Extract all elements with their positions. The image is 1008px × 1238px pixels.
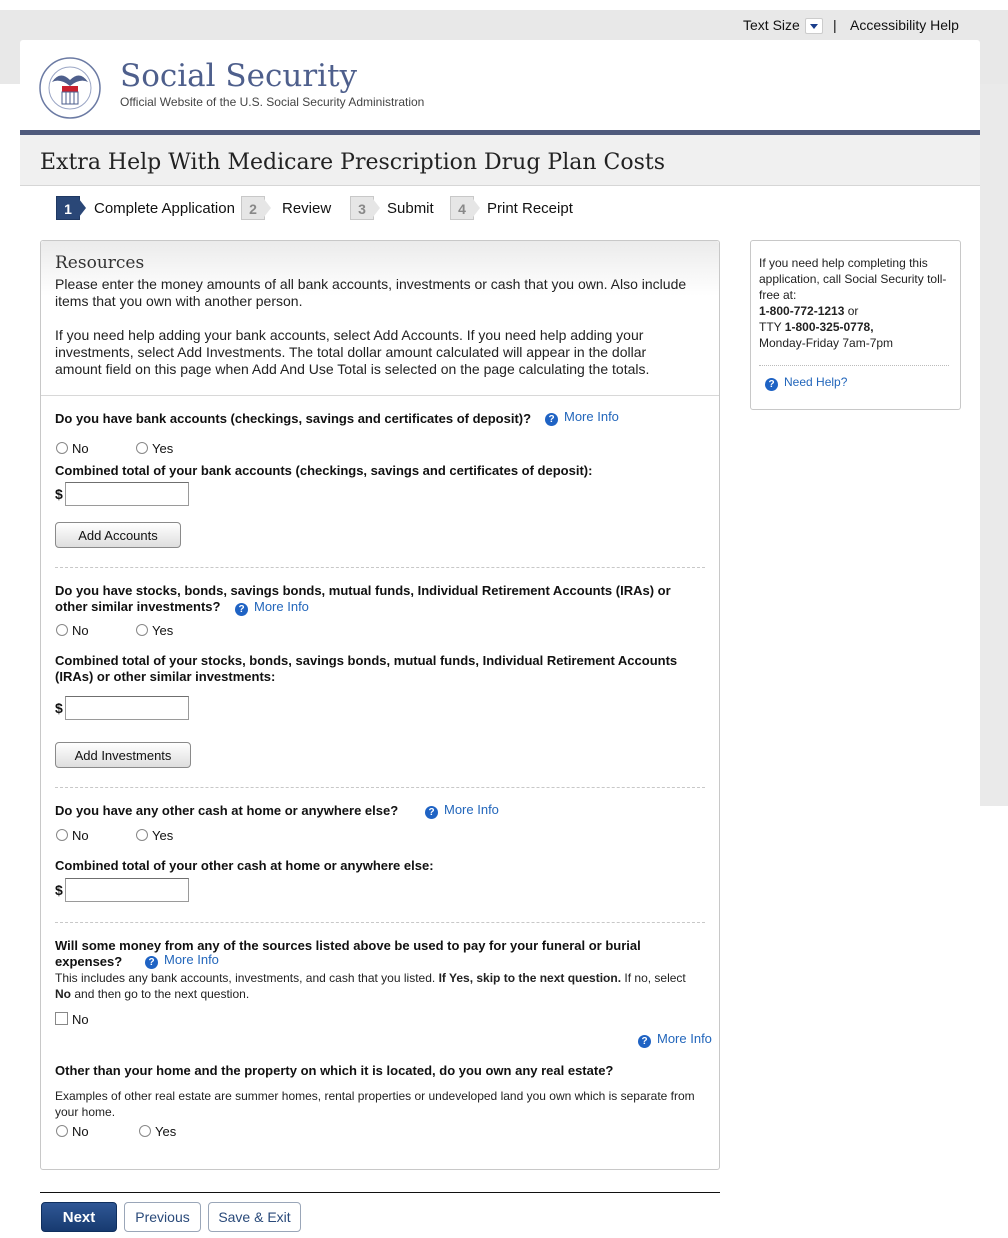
radio-circle[interactable] (56, 829, 68, 841)
ssa-seal-icon[interactable] (38, 56, 102, 120)
help-icon: ? (235, 603, 248, 616)
bank-question: Do you have bank accounts (checkings, savings and certificates of deposit)? (55, 411, 532, 426)
real-estate-yes-radio[interactable] (139, 1124, 176, 1139)
funeral-note-a: This includes any bank accounts, investments, and cash that you listed. (55, 971, 436, 985)
step-1-badge: 1 (56, 196, 80, 220)
more-info-label: More Info (564, 409, 619, 424)
scrollbar-track[interactable] (980, 84, 1008, 806)
sidebar-tty (759, 319, 874, 335)
radio-label: Yes (152, 441, 174, 456)
bank-total-input[interactable] (65, 482, 189, 506)
real-estate-examples: Examples of other real estate are summer homes, rental properties or undeveloped land you own which is separate from your home. (55, 1089, 695, 1119)
funeral-more-info-link[interactable] (145, 952, 219, 969)
bank-total-label: Combined total of your bank accounts (checkings, savings and certificates of deposit): (55, 463, 593, 478)
step-4-badge: 4 (450, 196, 474, 220)
more-info-label: More Info (657, 1031, 712, 1046)
radio-circle[interactable] (56, 442, 68, 454)
resources-title: Resources (55, 253, 145, 273)
funeral-no-checkbox[interactable] (55, 1012, 89, 1027)
need-help-link[interactable] (765, 375, 847, 391)
sidebar-or: or (847, 304, 859, 318)
help-icon: ? (545, 413, 558, 426)
question-divider (55, 567, 705, 568)
sidebar-hours: Monday-Friday 7am-7pm (759, 336, 894, 350)
cash-yes-radio[interactable] (136, 828, 173, 843)
radio-circle[interactable] (139, 1125, 151, 1137)
step-3-badge: 3 (350, 196, 374, 220)
more-info-label: More Info (254, 599, 309, 614)
text-size-link[interactable]: Text Size (743, 17, 800, 33)
chevron-down-icon[interactable] (805, 18, 823, 34)
question-divider (55, 922, 705, 923)
real-estate-question: Other than your home and the property on which it is located, do you own any real estate? (55, 1063, 614, 1078)
radio-label: Yes (152, 623, 174, 638)
radio-circle[interactable] (136, 442, 148, 454)
bank-no-radio[interactable] (56, 441, 89, 456)
section-divider (41, 395, 719, 396)
funeral-note-e: and then go to the next question. (74, 987, 250, 1001)
cash-total-input[interactable] (65, 878, 189, 902)
site-title[interactable]: Social Security (120, 58, 358, 94)
step-1-label: Complete Application (94, 200, 235, 217)
checkbox-box[interactable] (55, 1012, 68, 1025)
tty-prefix: TTY (759, 320, 782, 334)
funeral-question: Will some money from any of the sources listed above be used to pay for your funeral or burial expenses? (55, 938, 641, 969)
site-subtitle: Official Website of the U.S. Social Security Administration (120, 95, 425, 109)
dollar-sign: $ (55, 882, 63, 898)
dollar-sign: $ (55, 486, 63, 502)
accessibility-help-link[interactable]: Accessibility Help (850, 17, 959, 33)
investments-total-input[interactable] (65, 696, 189, 720)
step-2-badge: 2 (241, 196, 265, 220)
utility-separator: | (833, 17, 837, 33)
help-icon: ? (638, 1035, 651, 1048)
investments-no-radio[interactable] (56, 623, 89, 638)
investments-total-label: Combined total of your stocks, bonds, savings bonds, mutual funds, Individual Retirement Accounts (IRAs) or other similar investments: (55, 653, 678, 684)
help-icon: ? (425, 806, 438, 819)
radio-circle[interactable] (56, 624, 68, 636)
step-3-label: Submit (387, 200, 434, 217)
resources-intro-1: Please enter the money amounts of all bank accounts, investments or cash that you own. Also include items that you own with another person. (55, 276, 687, 309)
checkbox-label: No (72, 1012, 89, 1027)
help-icon: ? (145, 956, 158, 969)
funeral-note-d: No (55, 987, 71, 1001)
help-icon: ? (765, 378, 778, 391)
funeral-note (55, 970, 705, 1002)
cash-total-label: Combined total of your other cash at home or anywhere else: (55, 858, 434, 873)
radio-circle[interactable] (136, 624, 148, 636)
radio-label: Yes (152, 828, 174, 843)
radio-label: No (72, 1124, 89, 1139)
bank-yes-radio[interactable] (136, 441, 173, 456)
previous-button[interactable]: Previous (124, 1202, 201, 1232)
step-2-label: Review (282, 200, 332, 217)
funeral-note-c: If no, select (624, 971, 686, 985)
radio-circle[interactable] (56, 1125, 68, 1137)
radio-label: No (72, 441, 89, 456)
dollar-sign: $ (55, 700, 63, 716)
cash-more-info-link[interactable] (425, 802, 499, 819)
next-button[interactable]: Next (41, 1202, 117, 1232)
more-info-label: More Info (444, 802, 499, 817)
step-4-label: Print Receipt (487, 200, 573, 217)
need-help-label: Need Help? (784, 375, 848, 389)
sidebar-divider (759, 365, 949, 366)
radio-circle[interactable] (136, 829, 148, 841)
sidebar-phone (759, 303, 858, 319)
save-exit-button[interactable]: Save & Exit (208, 1202, 301, 1232)
page-title: Extra Help With Medicare Prescription Drug Plan Costs (40, 150, 666, 175)
sidebar-intro: If you need help completing this application, call Social Security toll-free at: (759, 256, 947, 302)
add-investments-button[interactable]: Add Investments (55, 742, 191, 768)
resources-intro-2: If you need help adding your bank accounts, select Add Accounts. If you need help adding your investments, select Add Investments. The total dollar amount calculated will appear in the dollar amount field on this page when Add And Use Total is selected on the page calculating the totals. (55, 327, 650, 377)
cash-no-radio[interactable] (56, 828, 89, 843)
phone-number: 1-800-772-1213 (759, 304, 845, 318)
tty-number: 1-800-325-0778, (784, 320, 874, 334)
investments-yes-radio[interactable] (136, 623, 173, 638)
investments-more-info-link[interactable] (235, 599, 309, 616)
question-divider (55, 787, 705, 788)
bank-more-info-link[interactable] (545, 409, 619, 426)
real-estate-more-info-link[interactable] (638, 1031, 712, 1048)
radio-label: No (72, 828, 89, 843)
more-info-label: More Info (164, 952, 219, 967)
funeral-note-b: If Yes, skip to the next question. (438, 971, 622, 985)
nav-divider (40, 1192, 720, 1193)
real-estate-no-radio[interactable] (56, 1124, 89, 1139)
cash-question: Do you have any other cash at home or anywhere else? (55, 803, 399, 818)
radio-label: Yes (155, 1124, 177, 1139)
radio-label: No (72, 623, 89, 638)
add-accounts-button[interactable]: Add Accounts (55, 522, 181, 548)
investments-question: Do you have stocks, bonds, savings bonds, mutual funds, Individual Retirement Accounts (IRAs) or other similar investments? (55, 583, 671, 614)
